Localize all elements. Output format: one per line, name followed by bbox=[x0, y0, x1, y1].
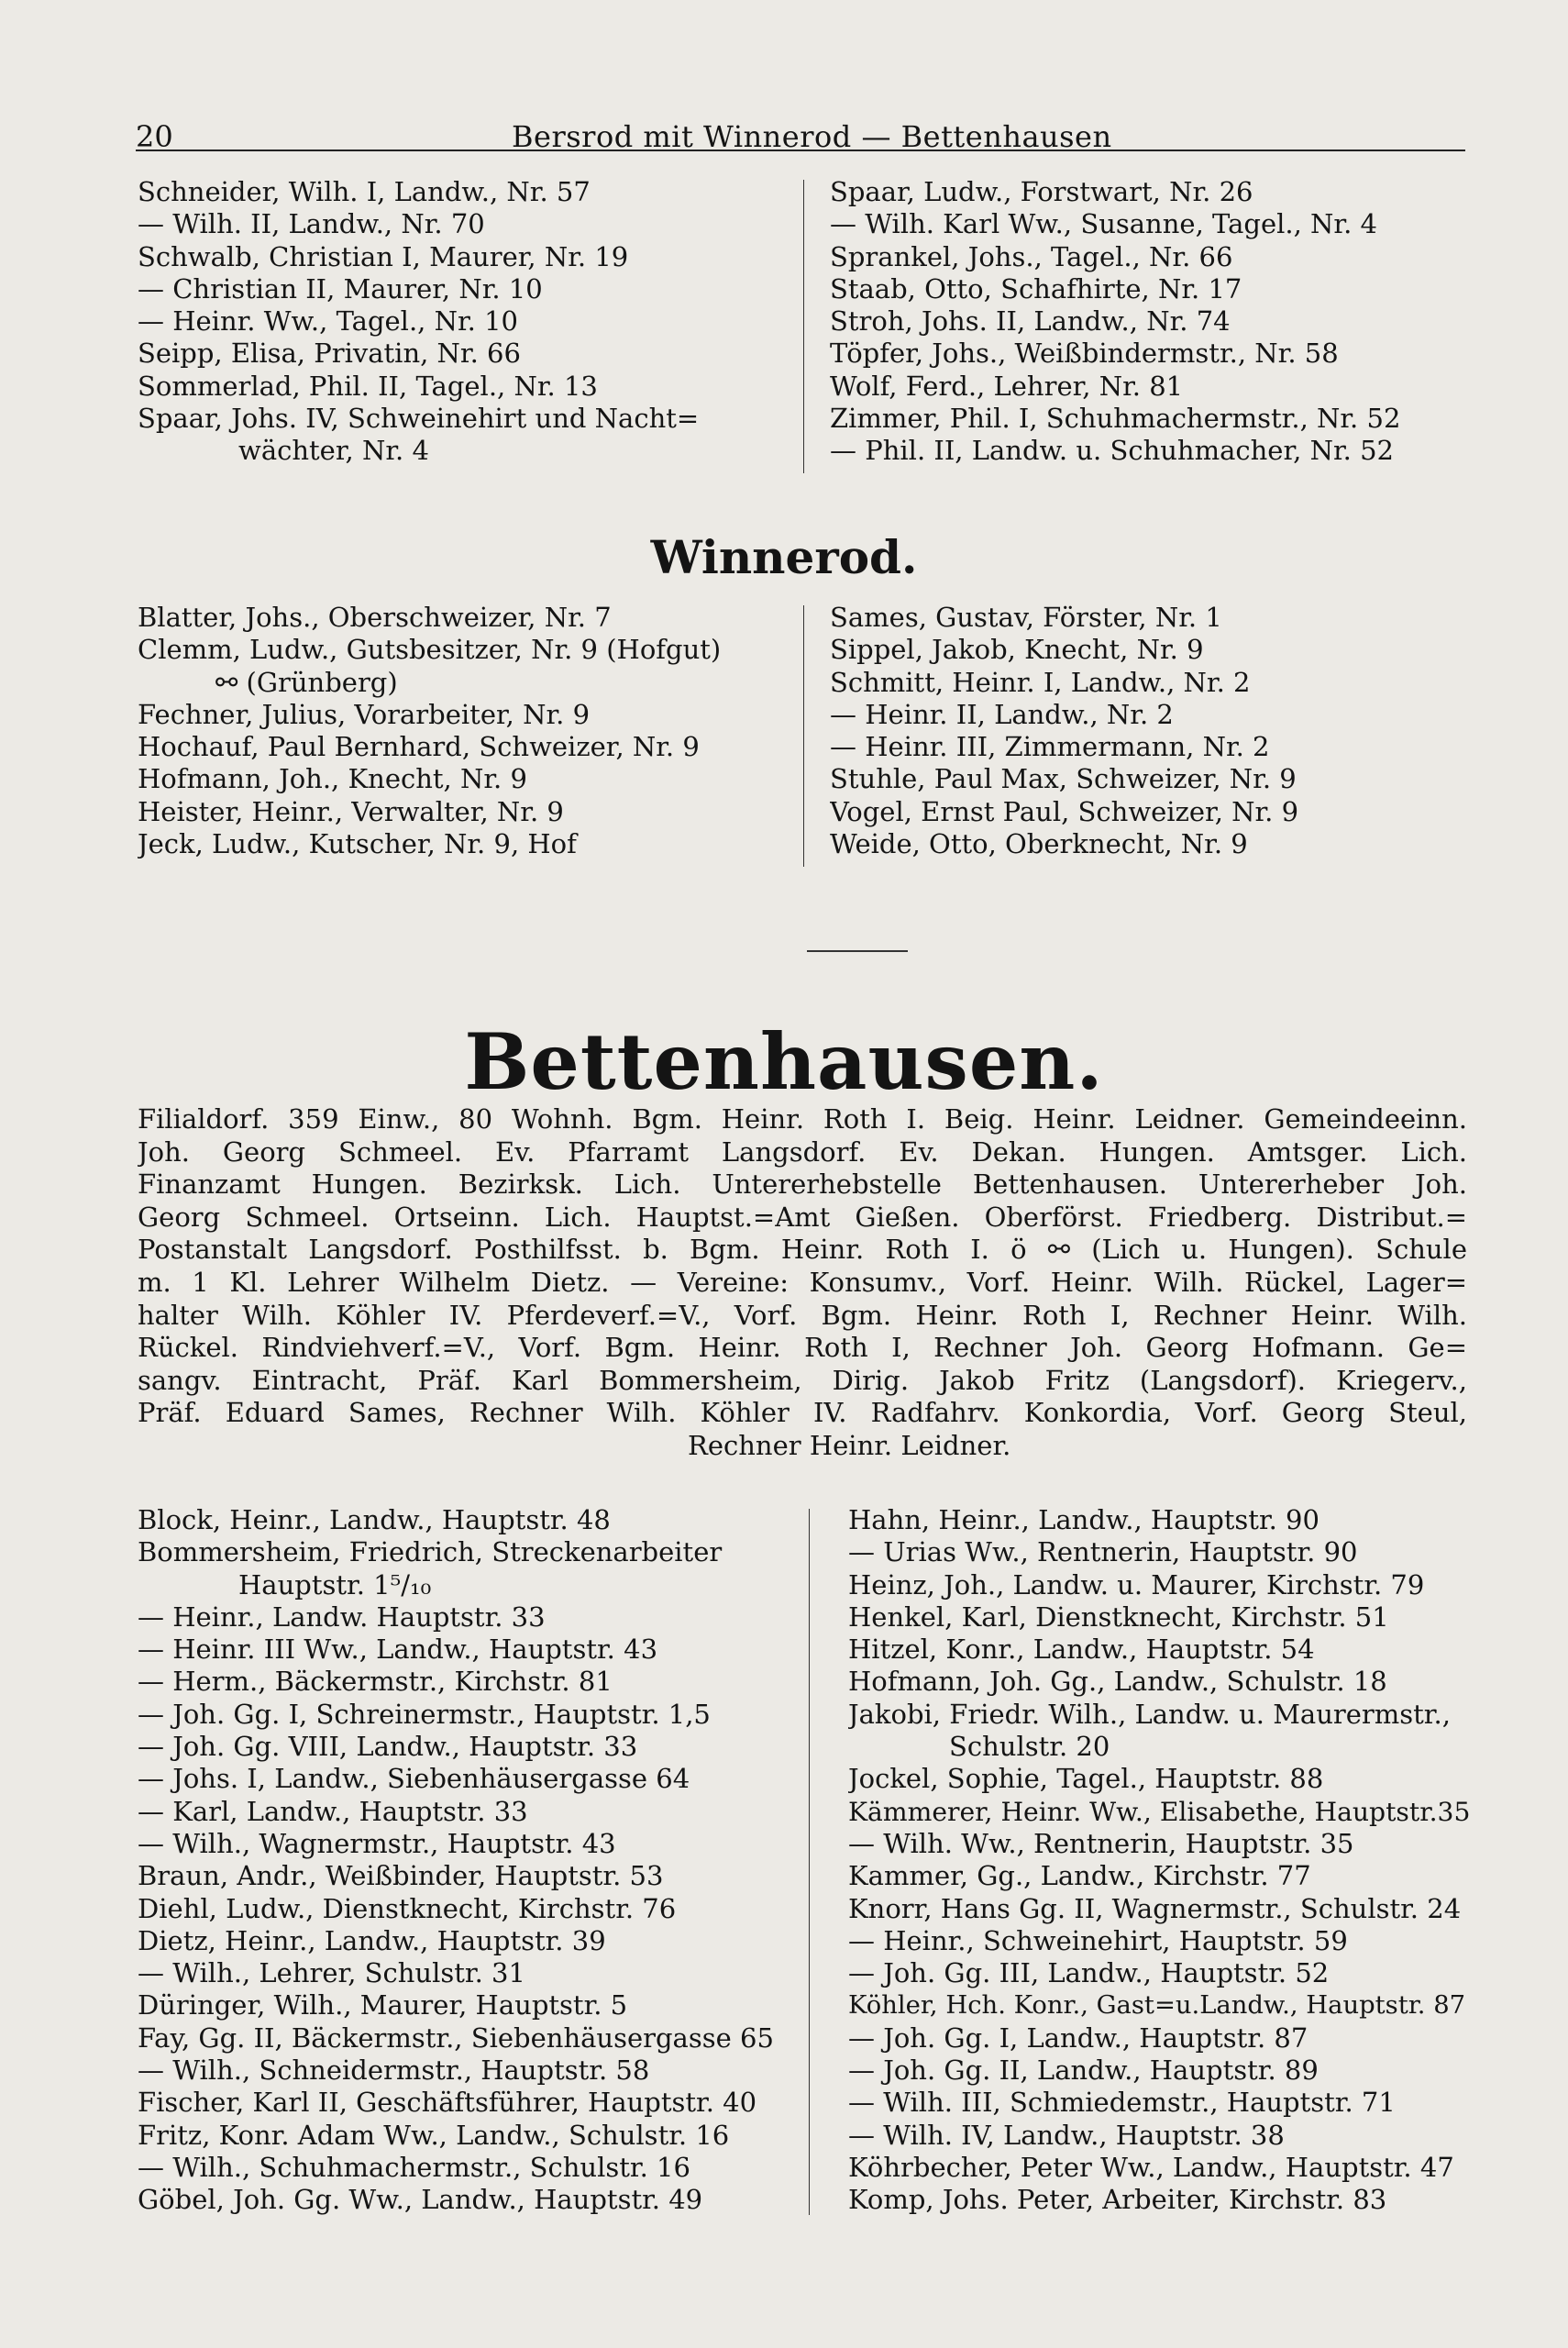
intro-line: Filialdorf. 359 Einw., 80 Wohnh. Bgm. Heinr. Roth I. Beig. Heinr. Leidner. Gemeindeeinn. bbox=[138, 1103, 1467, 1135]
list-item: Staab, Otto, Schafhirte, Nr. 17 bbox=[830, 272, 1242, 305]
list-item: — Heinr., Schweinehirt, Hauptstr. 59 bbox=[848, 1924, 1348, 1956]
list-item: Heinz, Joh., Landw. u. Maurer, Kirchstr. 79 bbox=[848, 1568, 1425, 1600]
list-item: Sprankel, Johs., Tagel., Nr. 66 bbox=[830, 240, 1233, 272]
list-item: Kammer, Gg., Landw., Kirchstr. 77 bbox=[848, 1860, 1311, 1892]
list-item: Düringer, Wilh., Maurer, Hauptstr. 5 bbox=[138, 1989, 628, 2021]
list-item: Schmitt, Heinr. I, Landw., Nr. 2 bbox=[830, 666, 1251, 698]
list-item: Stuhle, Paul Max, Schweizer, Nr. 9 bbox=[830, 763, 1297, 795]
list-item: Weide, Otto, Oberknecht, Nr. 9 bbox=[830, 828, 1248, 860]
list-item: — Karl, Landw., Hauptstr. 33 bbox=[138, 1795, 528, 1827]
list-item: Hitzel, Konr., Landw., Hauptstr. 54 bbox=[848, 1634, 1315, 1666]
page-number: 20 bbox=[136, 119, 173, 154]
list-item: — Joh. Gg. II, Landw., Hauptstr. 89 bbox=[848, 2054, 1319, 2087]
list-item: Block, Heinr., Landw., Hauptstr. 48 bbox=[138, 1504, 611, 1535]
list-item: Sames, Gustav, Förster, Nr. 1 bbox=[830, 602, 1222, 633]
bettenhausen-left-column bbox=[138, 1504, 798, 2217]
list-item: Kämmerer, Heinr. Ww., Elisabethe, Hauptstr.35 bbox=[848, 1796, 1471, 1827]
running-title: Bersrod mit Winnerod — Bettenhausen bbox=[512, 119, 1112, 154]
list-item: Köhler, Hch. Konr., Gast=u.Landw., Hauptstr. 87 bbox=[848, 1991, 1466, 2021]
list-item: — Wilh. IV, Landw., Hauptstr. 38 bbox=[848, 2119, 1285, 2151]
list-item: — Phil. II, Landw. u. Schuhmacher, Nr. 52 bbox=[830, 435, 1394, 467]
list-item: Vogel, Ernst Paul, Schweizer, Nr. 9 bbox=[830, 795, 1299, 827]
list-item: — Joh. Gg. III, Landw., Hauptstr. 52 bbox=[848, 1957, 1330, 1989]
list-item: — Wilh. Karl Ww., Susanne, Tagel., Nr. 4 bbox=[830, 208, 1377, 240]
intro-line: Finanzamt Hungen. Bezirksk. Lich. Untererhebstelle Bettenhausen. Untererheber Joh. bbox=[138, 1168, 1467, 1201]
column-divider bbox=[803, 605, 804, 867]
intro-line: Postanstalt Langsdorf. Posthilfsst. b. Bgm. Heinr. Roth I. ö ⚯ (Lich u. Hungen). Schule bbox=[138, 1234, 1467, 1266]
list-item: — Wilh., Schuhmachermstr., Schulstr. 16 bbox=[138, 2151, 690, 2183]
list-item: Schneider, Wilh. I, Landw., Nr. 57 bbox=[138, 176, 591, 207]
column-divider bbox=[809, 1509, 810, 2215]
list-item: Fritz, Konr. Adam Ww., Landw., Schulstr. 16 bbox=[138, 2119, 730, 2151]
list-item: — Joh. Gg. I, Schreinermstr., Hauptstr. 1,5 bbox=[138, 1698, 711, 1730]
section-heading-bettenhausen: Bettenhausen. bbox=[464, 1016, 1104, 1107]
list-item: Jockel, Sophie, Tagel., Hauptstr. 88 bbox=[848, 1763, 1324, 1795]
list-item: — Heinr. III Ww., Landw., Hauptstr. 43 bbox=[138, 1634, 658, 1666]
list-item: — Joh. Gg. VIII, Landw., Hauptstr. 33 bbox=[138, 1731, 638, 1763]
list-item: Blatter, Johs., Oberschweizer, Nr. 7 bbox=[138, 602, 612, 633]
list-item: — Johs. I, Landw., Siebenhäusergasse 64 bbox=[138, 1763, 690, 1795]
list-item: Dietz, Heinr., Landw., Hauptstr. 39 bbox=[138, 1924, 606, 1956]
list-item: Spaar, Ludw., Forstwart, Nr. 26 bbox=[830, 176, 1253, 207]
intro-line: Präf. Eduard Sames, Rechner Wilh. Köhler IV. Radfahrv. Konkordia, Vorf. Georg Steul, bbox=[138, 1397, 1467, 1429]
list-item: Fay, Gg. II, Bäckermstr., Siebenhäusergasse 65 bbox=[138, 2021, 774, 2054]
list-item: — Heinr. II, Landw., Nr. 2 bbox=[830, 698, 1174, 730]
list-item: Spaar, Johs. IV, Schweinehirt und Nacht= bbox=[138, 403, 700, 435]
list-item: Schwalb, Christian I, Maurer, Nr. 19 bbox=[138, 240, 629, 272]
list-item: wächter, Nr. 4 bbox=[238, 435, 429, 467]
list-item: Clemm, Ludw., Gutsbesitzer, Nr. 9 (Hofgut) bbox=[138, 634, 722, 666]
list-item: Göbel, Joh. Gg. Ww., Landw., Hauptstr. 49 bbox=[138, 2184, 703, 2216]
list-item: Hofmann, Joh. Gg., Landw., Schulstr. 18 bbox=[848, 1666, 1387, 1698]
list-item: Fischer, Karl II, Geschäftsführer, Hauptstr. 40 bbox=[138, 2087, 757, 2119]
list-item: Henkel, Karl, Dienstknecht, Kirchstr. 51 bbox=[848, 1600, 1389, 1633]
list-item: — Wilh., Wagnermstr., Hauptstr. 43 bbox=[138, 1827, 616, 1859]
list-item: — Heinr. Ww., Tagel., Nr. 10 bbox=[138, 305, 519, 338]
list-item: Köhrbecher, Peter Ww., Landw., Hauptstr. 47 bbox=[848, 2151, 1454, 2183]
bettenhausen-intro bbox=[138, 1103, 1467, 1463]
list-item: Sippel, Jakob, Knecht, Nr. 9 bbox=[830, 634, 1204, 666]
intro-line: Rechner Heinr. Leidner. bbox=[688, 1429, 1011, 1461]
winnerod-right-column bbox=[830, 602, 1472, 860]
intro-line: m. 1 Kl. Lehrer Wilhelm Dietz. — Vereine: Konsumv., Vorf. Heinr. Wilh. Rückel, Lager= bbox=[138, 1266, 1467, 1298]
intro-line: Georg Schmeel. Ortseinn. Lich. Hauptst.=Amt Gießen. Oberförst. Friedberg. Distribut.= bbox=[138, 1201, 1467, 1233]
list-item: — Urias Ww., Rentnerin, Hauptstr. 90 bbox=[848, 1536, 1358, 1568]
list-item: Hofmann, Joh., Knecht, Nr. 9 bbox=[138, 763, 527, 795]
intro-line: sangv. Eintracht, Präf. Karl Bommersheim, Dirig. Jakob Fritz (Langsdorf). Kriegerv., bbox=[138, 1364, 1467, 1396]
list-item: Zimmer, Phil. I, Schuhmachermstr., Nr. 52 bbox=[830, 403, 1401, 435]
header-rule bbox=[136, 150, 1465, 151]
list-item: Seipp, Elisa, Privatin, Nr. 66 bbox=[138, 338, 521, 370]
list-item: Braun, Andr., Weißbinder, Hauptstr. 53 bbox=[138, 1860, 664, 1892]
list-item: Heister, Heinr., Verwalter, Nr. 9 bbox=[138, 795, 564, 827]
list-item: Hochauf, Paul Bernhard, Schweizer, Nr. 9 bbox=[138, 731, 700, 763]
list-item: Jeck, Ludw., Kutscher, Nr. 9, Hof bbox=[138, 828, 577, 860]
bersrod-right-column bbox=[830, 176, 1472, 468]
list-item: Bommersheim, Friedrich, Streckenarbeiter bbox=[138, 1536, 723, 1568]
list-item: — Wilh., Schneidermstr., Hauptstr. 58 bbox=[138, 2054, 650, 2087]
list-item: Schulstr. 20 bbox=[949, 1731, 1110, 1763]
list-item: — Wilh. Ww., Rentnerin, Hauptstr. 35 bbox=[848, 1827, 1354, 1859]
list-item: Hahn, Heinr., Landw., Hauptstr. 90 bbox=[848, 1504, 1320, 1535]
list-item: — Christian II, Maurer, Nr. 10 bbox=[138, 272, 543, 305]
list-item: — Wilh., Lehrer, Schulstr. 31 bbox=[138, 1957, 525, 1989]
bettenhausen-right-column bbox=[848, 1504, 1481, 2217]
intro-line: halter Wilh. Köhler IV. Pferdeverf.=V., Vorf. Bgm. Heinr. Roth I, Rechner Heinr. Wilh. bbox=[138, 1299, 1467, 1331]
list-item: Jakobi, Friedr. Wilh., Landw. u. Maurermstr., bbox=[848, 1698, 1451, 1730]
list-item: — Heinr. III, Zimmermann, Nr. 2 bbox=[830, 731, 1270, 763]
winnerod-left-column bbox=[138, 602, 798, 860]
intro-line: Joh. Georg Schmeel. Ev. Pfarramt Langsdorf. Ev. Dekan. Hungen. Amtsger. Lich. bbox=[138, 1135, 1467, 1168]
section-separator bbox=[807, 950, 908, 952]
intro-line: Rückel. Rindviehverf.=V., Vorf. Bgm. Heinr. Roth I, Rechner Joh. Georg Hofmann. Ge= bbox=[138, 1332, 1467, 1364]
list-item: Diehl, Ludw., Dienstknecht, Kirchstr. 76 bbox=[138, 1892, 677, 1924]
list-item: Stroh, Johs. II, Landw., Nr. 74 bbox=[830, 305, 1231, 338]
list-item: ⚯ (Grünberg) bbox=[215, 666, 398, 698]
list-item: — Wilh. III, Schmiedemstr., Hauptstr. 71 bbox=[848, 2087, 1396, 2119]
bersrod-left-column bbox=[138, 176, 798, 468]
list-item: Komp, Johs. Peter, Arbeiter, Kirchstr. 83 bbox=[848, 2184, 1387, 2216]
list-item: — Joh. Gg. I, Landw., Hauptstr. 87 bbox=[848, 2021, 1309, 2054]
list-item: Wolf, Ferd., Lehrer, Nr. 81 bbox=[830, 370, 1184, 402]
list-item: — Heinr., Landw. Hauptstr. 33 bbox=[138, 1600, 546, 1633]
list-item: Knorr, Hans Gg. II, Wagnermstr., Schulstr. 24 bbox=[848, 1892, 1462, 1924]
list-item: Fechner, Julius, Vorarbeiter, Nr. 9 bbox=[138, 698, 591, 730]
column-divider bbox=[803, 180, 804, 473]
list-item: — Wilh. II, Landw., Nr. 70 bbox=[138, 208, 485, 240]
list-item: — Herm., Bäckermstr., Kirchstr. 81 bbox=[138, 1666, 613, 1698]
list-item: Sommerlad, Phil. II, Tagel., Nr. 13 bbox=[138, 370, 598, 402]
list-item: Töpfer, Johs., Weißbindermstr., Nr. 58 bbox=[830, 338, 1339, 370]
section-heading-winnerod: Winnerod. bbox=[650, 530, 918, 584]
list-item: Hauptstr. 1⁵/₁₀ bbox=[238, 1568, 432, 1600]
